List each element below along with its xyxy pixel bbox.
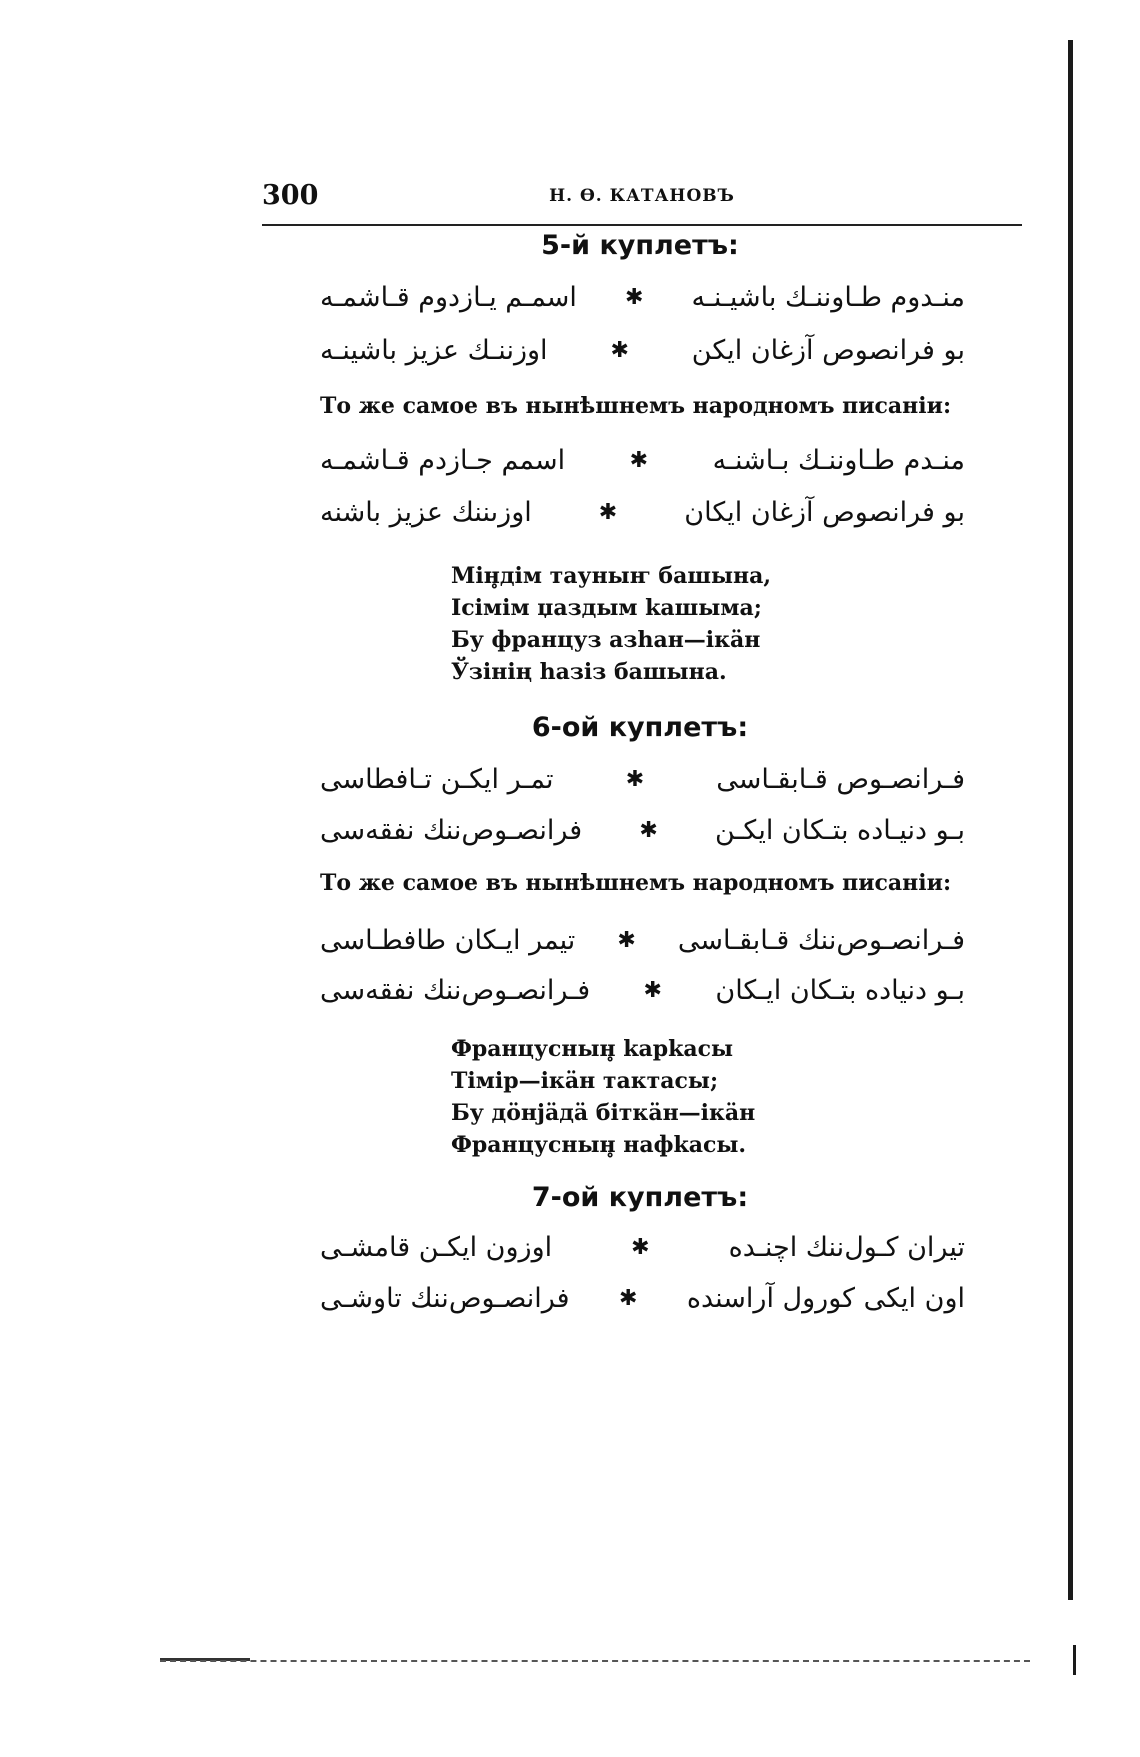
arabic-half-right: اون ايكى كورول آراسنده <box>686 1283 965 1314</box>
asterisk-separator: ✱ <box>625 767 645 792</box>
asterisk-separator: ✱ <box>639 818 658 843</box>
arabic-line <box>320 925 965 956</box>
couplet-6-heading: 6-ой куплетъ: <box>531 712 749 743</box>
arabic-half-right: منـدوم طـاوننـك باشيـنـه <box>691 282 965 313</box>
couplet-5-heading: 5-й куплетъ: <box>541 230 739 261</box>
verse-line: Бу француз азһан—ікäн <box>451 627 761 653</box>
arabic-half-right: بـو دنيـاده بتـكان ايكـن <box>714 815 965 846</box>
header-rule <box>262 224 1022 226</box>
arabic-half-left: تيمر ايـكان طافطـاسى <box>320 925 576 956</box>
arabic-line <box>320 815 965 846</box>
couplet-7-heading: 7-ой куплетъ: <box>531 1182 749 1213</box>
asterisk-separator: ✱ <box>631 1235 650 1260</box>
arabic-line <box>320 764 965 795</box>
page-edge-rule <box>1068 40 1073 1600</box>
arabic-line <box>320 497 965 528</box>
arabic-half-left: اسمـم يـازدوم قـاشمـه <box>320 282 577 313</box>
running-head: Н. Ѳ. КАТАНОВЪ <box>549 186 735 206</box>
arabic-half-left: اوزىننك عزيز باشنه <box>320 497 532 528</box>
arabic-half-left: اوزننـك عزيز باشينـه <box>320 335 548 366</box>
arabic-half-right: بو فرانصوص آزغان ايكن <box>691 335 965 366</box>
same-note: То же самое въ нынѣшнемъ народномъ писаніи: <box>320 870 952 896</box>
bottom-dashed-rule <box>160 1660 1030 1662</box>
page-number: 300 <box>262 180 319 211</box>
verse-line: Ісімім џаздым kашыма; <box>451 595 762 621</box>
arabic-line <box>320 1283 965 1314</box>
asterisk-separator: ✱ <box>598 500 618 525</box>
arabic-half-left: فرانصـوص‌ننك تاوشـى <box>320 1283 570 1314</box>
arabic-half-left: تمـر ايكـن تـافطاسى <box>320 764 554 795</box>
page-edge-mark <box>1073 1645 1076 1675</box>
verse-line: Мін̥дім тауныҥ башына, <box>451 563 772 589</box>
arabic-line <box>320 975 965 1006</box>
arabic-line <box>320 445 965 476</box>
asterisk-separator: ✱ <box>629 448 649 473</box>
verse-line: Француснын̥ kapkасы <box>451 1036 734 1062</box>
asterisk-separator: ✱ <box>610 338 629 363</box>
verse-line: Француснын̥ нафkасы. <box>451 1132 747 1158</box>
page-header <box>262 180 1022 220</box>
arabic-half-left: فرانصـوص‌ننك نفقه‌سى <box>320 815 583 846</box>
arabic-line <box>320 282 965 313</box>
asterisk-separator: ✱ <box>624 285 644 310</box>
asterisk-separator: ✱ <box>618 1286 638 1311</box>
arabic-line <box>320 1232 965 1263</box>
verse-line: Тімір—ікäн тактасы; <box>451 1068 719 1094</box>
arabic-half-left: فـرانصـوص‌ننك نفقه‌سى <box>320 975 591 1006</box>
arabic-half-left: اسمم جـازدم قـاشمـه <box>320 445 566 476</box>
transliteration-verse <box>451 560 771 688</box>
arabic-half-right: تيران كـول‌ننك اچنـده <box>728 1232 965 1263</box>
arabic-half-left: اوزون ايكـن قامشـى <box>320 1232 553 1263</box>
arabic-half-right: منـدم طـاوننـك بـاشنـه <box>712 445 965 476</box>
asterisk-separator: ✱ <box>643 978 662 1003</box>
arabic-line <box>320 335 965 366</box>
transliteration-verse <box>451 1033 755 1161</box>
verse-line: Ўзінің һазіз башына. <box>451 659 727 685</box>
arabic-half-right: بو فرانصوص آزغان ايكان <box>684 497 965 528</box>
arabic-half-right: فـرانصـوص‌ننك قـابقـاسى <box>677 925 965 956</box>
asterisk-separator: ✱ <box>617 928 636 953</box>
verse-line: Бу дöнjäдä біткäн—ікäн <box>451 1100 756 1126</box>
arabic-half-right: بـو دنياده بتـكان ايـكان <box>715 975 965 1006</box>
same-note: То же самое въ нынѣшнемъ народномъ писаніи: <box>320 393 952 419</box>
arabic-half-right: فـرانصـوص قـابقـاسى <box>716 764 965 795</box>
